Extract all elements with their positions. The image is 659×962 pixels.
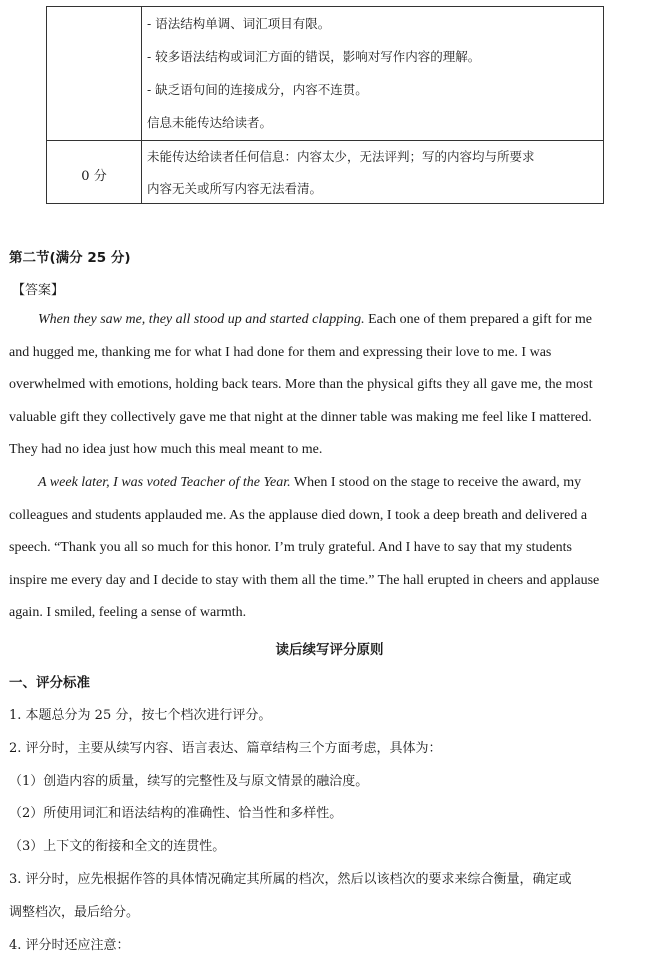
table-criterion-line: 信息未能传达给读者。	[147, 115, 273, 130]
table-column-divider	[141, 7, 142, 203]
answer-label: 【答案】	[12, 283, 65, 298]
section-heading: 第二节(满分 25 分)	[9, 250, 131, 266]
criteria-heading: 一、评分标准	[9, 675, 90, 691]
paragraph-line: inspire me every day and I decide to stay with them all the time.” The hall erupted in cheers and applause	[9, 573, 600, 588]
zero-score-description: 内容无关或所写内容无法看清。	[147, 181, 323, 196]
table-row-divider	[47, 140, 603, 141]
criteria-item: 3. 评分时，应先根据作答的具体情况确定其所属的档次，然后以该档次的要求来综合衡量，确定或	[9, 872, 572, 887]
italic-lead-sentence: A week later, I was voted Teacher of the Year.	[38, 475, 291, 490]
zero-score-description: 未能传达给读者任何信息：内容太少，无法评判；写的内容均与所要求	[147, 149, 535, 164]
rubric-title: 读后续写评分原则	[275, 642, 384, 658]
paragraph-line: and hugged me, thanking me for what I had done for them and expressing their love to me. I was	[9, 345, 552, 360]
table-criterion-line: - 较多语法结构或词汇方面的错误，影响对写作内容的理解。	[147, 49, 481, 64]
criteria-item: 1. 本题总分为 25 分，按七个档次进行评分。	[9, 708, 272, 723]
paragraph-line: overwhelmed with emotions, holding back tears. More than the physical gifts they all gave me, the most	[9, 377, 593, 392]
paragraph-line: colleagues and students applauded me. As the applause died down, I took a deep breath and delivered a	[9, 508, 588, 523]
criteria-subitem: （1）创造内容的质量，续写的完整性及与原文情景的融洽度。	[9, 774, 369, 789]
paragraph-line	[38, 475, 581, 491]
paragraph-text: When I stood on the stage to receive the award, my	[290, 475, 582, 490]
scoring-table	[46, 6, 604, 204]
criteria-subitem: （2）所使用词汇和语法结构的准确性、恰当性和多样性。	[9, 806, 343, 821]
criteria-item: 2. 评分时，主要从续写内容、语言表达、篇章结构三个方面考虑，具体为：	[9, 741, 442, 756]
criteria-item: 4. 评分时还应注意：	[9, 938, 130, 953]
table-criterion-line: - 缺乏语句间的连接成分，内容不连贯。	[147, 82, 368, 97]
paragraph-line: valuable gift they collectively gave me that night at the dinner table was making me feel like I mattered.	[9, 410, 592, 425]
table-criterion-line: - 语法结构单调、词汇项目有限。	[147, 16, 331, 31]
paragraph-text: Each one of them prepared a gift for me	[364, 312, 593, 327]
paragraph-line: speech. “Thank you all so much for this honor. I’m truly grateful. And I have to say that my students	[9, 540, 572, 555]
paragraph-line: again. I smiled, feeling a sense of warmth.	[9, 605, 247, 620]
criteria-subitem: （3）上下文的衔接和全文的连贯性。	[9, 839, 226, 854]
italic-lead-sentence: When they saw me, they all stood up and started clapping.	[38, 312, 365, 327]
paragraph-line	[38, 312, 592, 328]
paragraph-line: They had no idea just how much this meal meant to me.	[9, 442, 323, 457]
zero-score-label: 0 分	[81, 169, 107, 184]
criteria-item: 调整档次，最后给分。	[9, 905, 140, 920]
